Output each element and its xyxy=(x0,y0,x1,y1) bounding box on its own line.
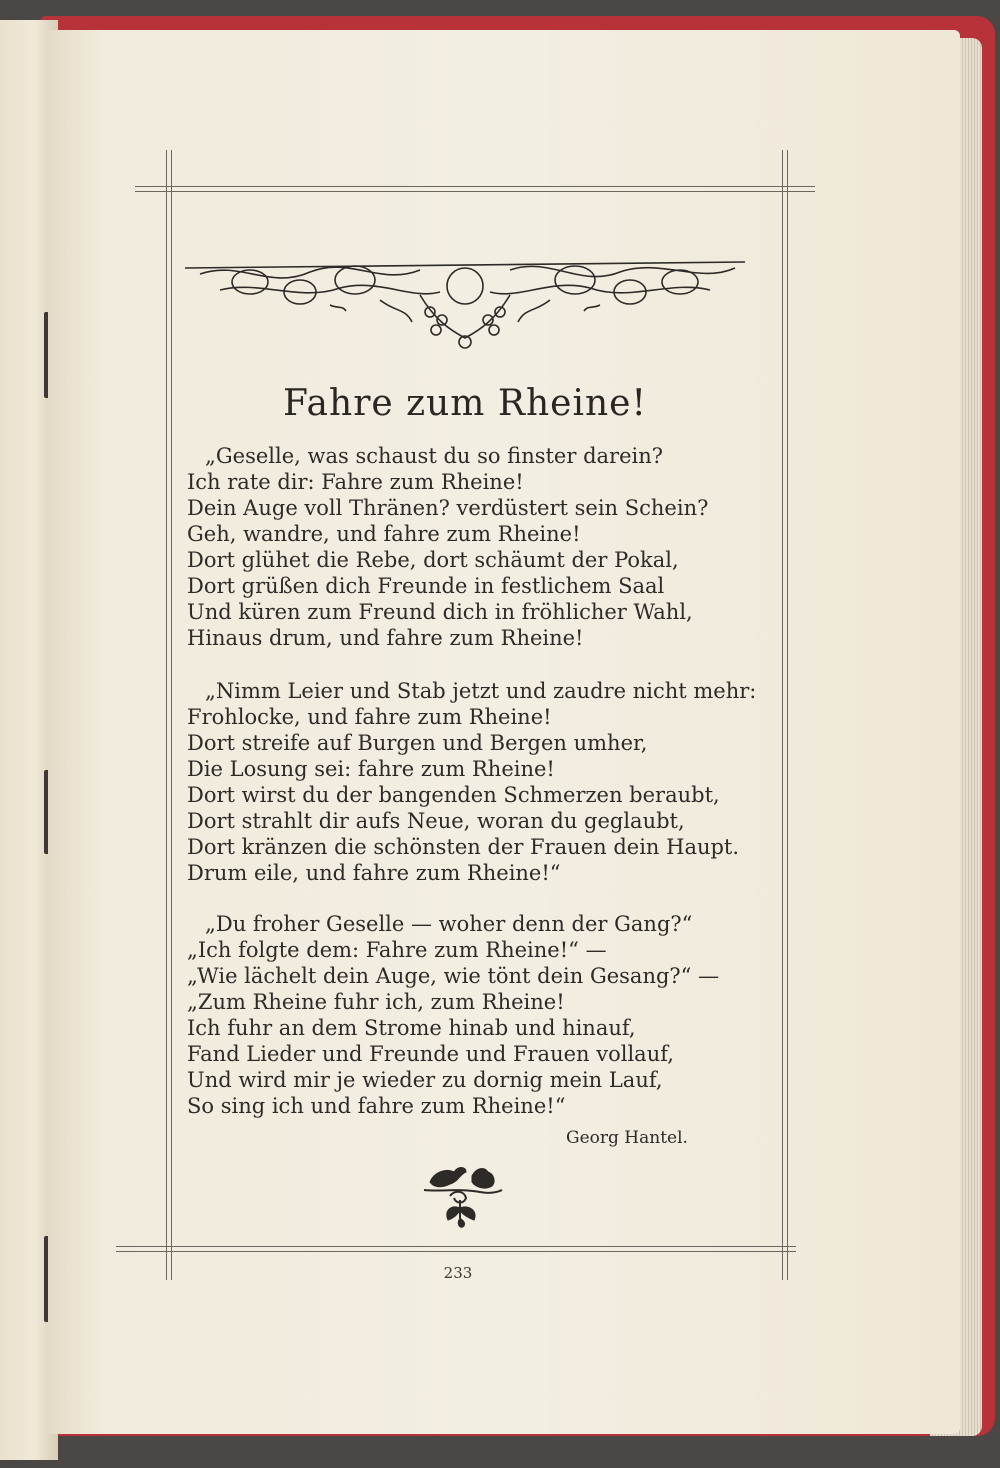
verse-line: Dort streife auf Burgen und Bergen umher, xyxy=(187,731,648,755)
poem-title: Fahre zum Rheine! xyxy=(283,383,647,424)
grapevine-ornament-icon xyxy=(180,250,750,350)
verse-line: „Wie lächelt dein Auge, wie tönt dein Gesang?“ — xyxy=(187,964,720,988)
stanza-1 xyxy=(187,443,767,651)
frame-line-left xyxy=(166,150,167,1280)
verse-line: Und küren zum Freund dich in fröhlicher Wahl, xyxy=(187,600,693,624)
verse-line: Dort strahlt dir aufs Neue, woran du geglaubt, xyxy=(187,809,685,833)
stanza-3 xyxy=(187,911,767,1119)
verse-line: Dort glühet die Rebe, dort schäumt der Pokal, xyxy=(187,548,679,572)
verse-line: „Nimm Leier und Stab jetzt und zaudre nicht mehr: xyxy=(205,679,757,703)
verse-line: Dein Auge voll Thränen? verdüstert sein Schein? xyxy=(187,496,709,520)
verse-line: Frohlocke, und fahre zum Rheine! xyxy=(187,705,552,729)
verse-line: Ich fuhr an dem Strome hinab und hinauf, xyxy=(187,1016,636,1040)
frame-line-bottom-inner xyxy=(116,1251,796,1252)
frame-line-left-inner xyxy=(171,150,172,1280)
frame-line-top-inner xyxy=(135,191,815,192)
verse-line: „Ich folgte dem: Fahre zum Rheine!“ — xyxy=(187,938,607,962)
verse-line: Fand Lieder und Freunde und Frauen vollauf, xyxy=(187,1042,674,1066)
verse-line: Drum eile, und fahre zum Rheine!“ xyxy=(187,861,561,885)
verse-line: Die Losung sei: fahre zum Rheine! xyxy=(187,757,555,781)
verse-line: Ich rate dir: Fahre zum Rheine! xyxy=(187,470,524,494)
stanza-2 xyxy=(187,678,767,886)
author-signature: Georg Hantel. xyxy=(566,1128,688,1148)
frame-line-top xyxy=(135,186,815,187)
frame-line-right xyxy=(782,150,783,1280)
verse-line: Hinaus drum, und fahre zum Rheine! xyxy=(187,626,584,650)
two-birds-vignette-icon xyxy=(420,1152,504,1230)
verse-line: Und wird mir je wieder zu dornig mein Lauf, xyxy=(187,1068,663,1092)
page-number: 233 xyxy=(443,1264,473,1282)
verse-line: „Geselle, was schaust du so finster darein? xyxy=(205,444,664,468)
verse-line: So sing ich und fahre zum Rheine!“ xyxy=(187,1094,566,1118)
verse-line: „Zum Rheine fuhr ich, zum Rheine! xyxy=(187,990,565,1014)
frame-line-right-inner xyxy=(787,150,788,1280)
verse-line: Dort grüßen dich Freunde in festlichem Saal xyxy=(187,574,665,598)
frame-line-bottom xyxy=(116,1246,796,1247)
verse-line: Geh, wandre, und fahre zum Rheine! xyxy=(187,522,581,546)
verse-line: „Du froher Geselle — woher denn der Gang?“ xyxy=(205,912,693,936)
verse-line: Dort wirst du der bangenden Schmerzen beraubt, xyxy=(187,783,720,807)
verse-line: Dort kränzen die schönsten der Frauen dein Haupt. xyxy=(187,835,740,859)
